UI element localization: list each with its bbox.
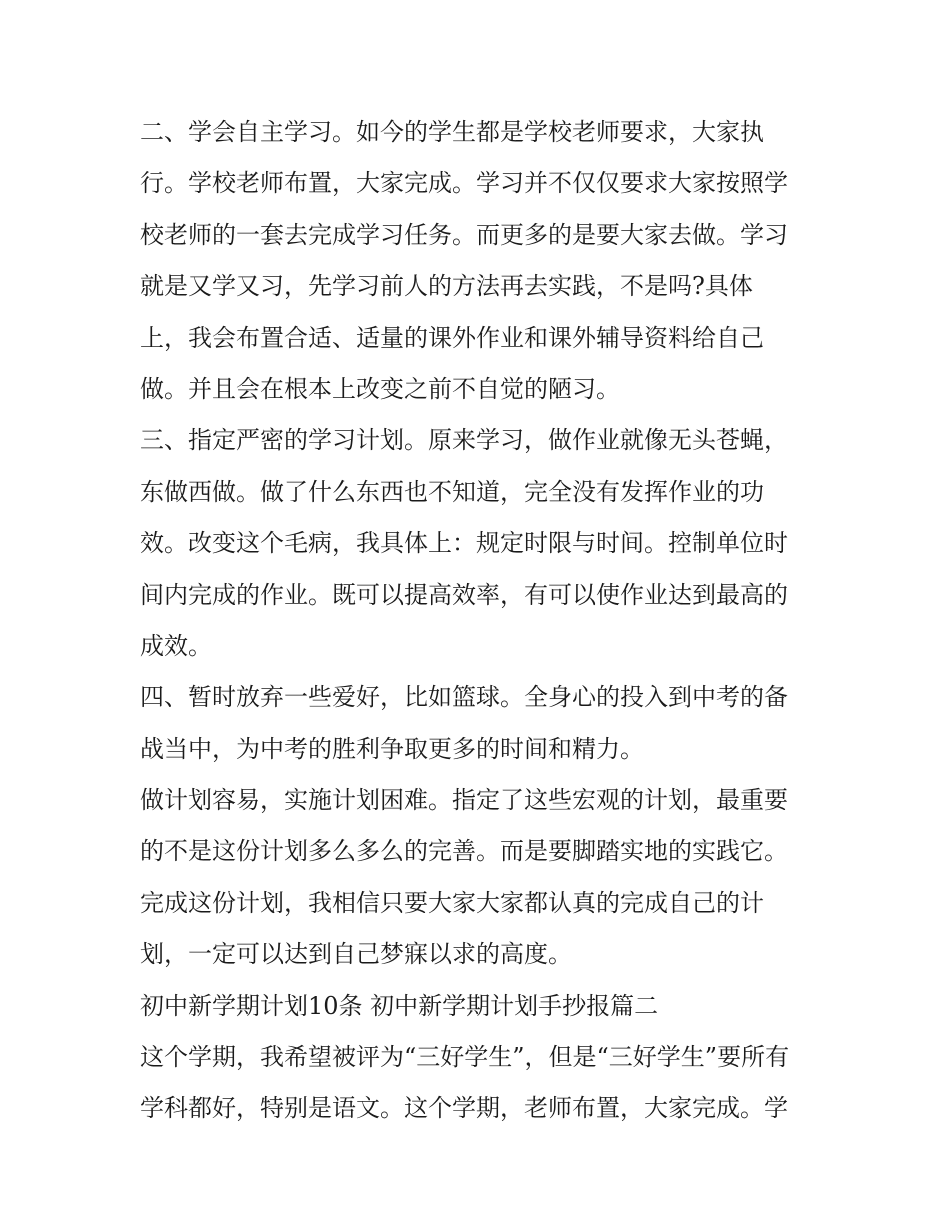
text-line: 间内完成的作业。既可以提高效率，有可以使作业达到最高的 — [140, 580, 788, 609]
text-line: 做。并且会在根本上改变之前不自觉的陋习。 — [140, 374, 620, 403]
text-line: 行。学校老师布置，大家完成。学习并不仅仅要求大家按照学 — [140, 169, 788, 198]
text-line: 上，我会布置合适、适量的课外作业和课外辅导资料给自己 — [140, 323, 764, 352]
text-line: 东做西做。做了什么东西也不知道，完全没有发挥作业的功 — [140, 477, 764, 506]
text-line: 二、学会自主学习。如今的学生都是学校老师要求，大家执 — [140, 118, 764, 146]
text-line: 的不是这份计划多么多么的完善。而是要脚踏实地的实践它。 — [140, 837, 788, 866]
text-line: 四、暂时放弃一些爱好，比如篮球。全身心的投入到中考的备 — [140, 683, 788, 712]
body-text — [140, 107, 820, 1135]
text-line: 学科都好，特别是语文。这个学期，老师布置，大家完成。学 — [140, 1094, 788, 1123]
text-line: 成效。 — [140, 631, 212, 660]
text-line: 校老师的一套去完成学习任务。而更多的是要大家去做。学习 — [140, 220, 788, 249]
text-line: 完成这份计划，我相信只要大家大家都认真的完成自己的计 — [140, 888, 764, 917]
text-line: 三、指定严密的学习计划。原来学习，做作业就像无头苍蝇， — [140, 426, 788, 455]
text-line: 效。改变这个毛病，我具体上：规定时限与时间。控制单位时 — [140, 529, 788, 558]
text-line: 就是又学又习，先学习前人的方法再去实践，不是吗?具体 — [140, 272, 753, 301]
text-line: 战当中，为中考的胜利争取更多的时间和精力。 — [140, 734, 644, 763]
text-line: 划，一定可以达到自己梦寐以求的高度。 — [140, 940, 572, 969]
text-line: 这个学期，我希望被评为“三好学生”，但是“三好学生”要所有 — [140, 1043, 790, 1072]
text-line: 做计划容易，实施计划困难。指定了这些宏观的计划，最重要 — [140, 786, 788, 815]
section-heading: 初中新学期计划10条 初中新学期计划手抄报篇二 — [140, 991, 659, 1020]
